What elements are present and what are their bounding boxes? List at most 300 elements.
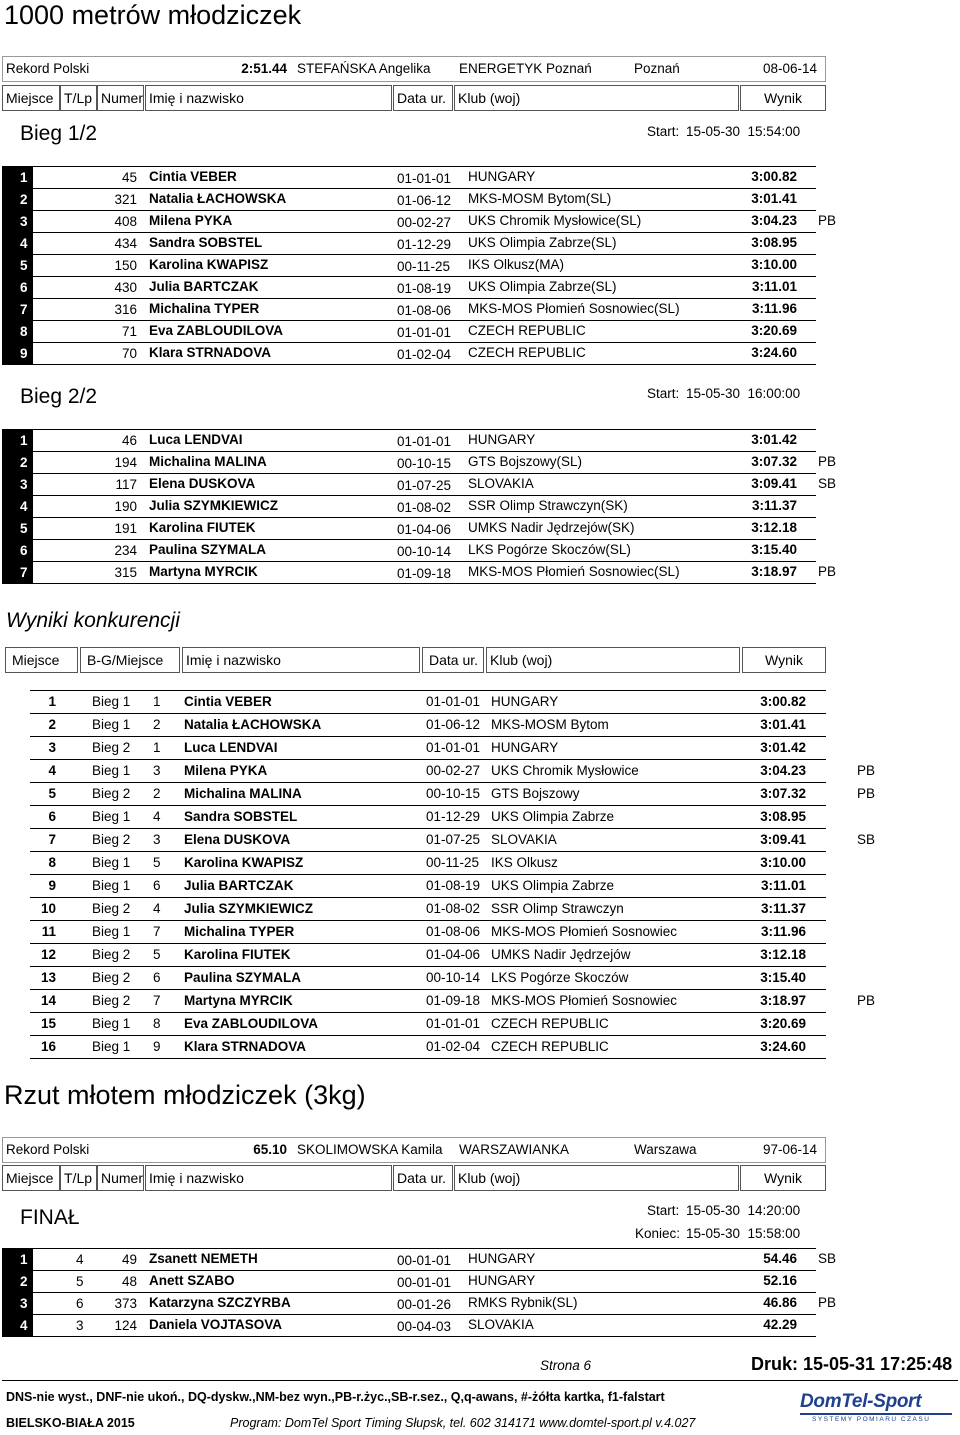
summary-result: 3:20.69 <box>760 1016 806 1031</box>
record-result: 65.10 <box>253 1142 287 1157</box>
header-name: Imię i nazwisko <box>145 85 392 111</box>
summary-row-divider <box>30 943 826 944</box>
row-divider <box>2 517 816 518</box>
summary-birth-date: 01-04-06 <box>426 947 481 962</box>
birth-date: 00-02-27 <box>397 215 452 230</box>
athlete-name: Sandra SOBSTEL <box>149 235 263 250</box>
summary-heat-place: 8 <box>153 1016 161 1031</box>
athlete-name: Klara STRNADOVA <box>149 345 272 360</box>
summary-heat-place: 1 <box>153 740 161 755</box>
bib-number: 408 <box>114 214 137 229</box>
bib-number: 434 <box>114 236 137 251</box>
place-number: 6 <box>20 543 28 558</box>
header-number: Numer <box>97 1165 144 1191</box>
lane-number: 3 <box>76 1318 84 1333</box>
summary-athlete-name: Julia BARTCZAK <box>184 878 294 893</box>
print-timestamp: Druk: 15-05-31 17:25:48 <box>751 1354 953 1374</box>
summary-row-divider <box>30 713 826 714</box>
club-name: SLOVAKIA <box>468 476 534 491</box>
place-number: 1 <box>20 433 28 448</box>
result-value: 3:11.37 <box>751 498 797 513</box>
athlete-name: Michalina TYPER <box>149 301 260 316</box>
lane-number: 4 <box>76 1252 84 1267</box>
summary-heat: Bieg 1 <box>92 809 131 824</box>
summary-row-divider <box>30 1058 826 1059</box>
final-end-time: 15-05-30 15:58:00 <box>686 1226 801 1241</box>
bib-number: 234 <box>114 543 137 558</box>
summary-club: UKS Chromik Mysłowice <box>491 763 639 778</box>
summary-result: 3:09.41 <box>760 832 806 847</box>
summary-result: 3:04.23 <box>760 763 806 778</box>
page-number: Strona 6 <box>540 1358 592 1373</box>
summary-athlete-name: Paulina SZYMALA <box>184 970 302 985</box>
summary-heat-place: 3 <box>153 763 161 778</box>
summary-row-divider <box>30 897 826 898</box>
result-value: 3:08.95 <box>751 235 797 250</box>
club-name: MKS-MOSM Bytom(SL) <box>468 191 612 206</box>
summary-club: LKS Pogórze Skoczów <box>491 970 629 985</box>
header-club: Klub (woj) <box>454 85 739 111</box>
summary-club: IKS Olkusz <box>491 855 558 870</box>
summary-heat: Bieg 2 <box>92 786 131 801</box>
legend: DNS-nie wyst., DNF-nie ukoń., DQ-dyskw.,NM-bez wyn.,PB-r.życ.,SB-r.sez., Q,q-awans, #-żółta kartka, f1-falstart <box>6 1390 665 1404</box>
bib-number: 373 <box>114 1296 137 1311</box>
birth-date: 01-09-18 <box>397 566 452 581</box>
summary-heat-place: 4 <box>153 809 161 824</box>
athlete-name: Katarzyna SZCZYRBA <box>149 1295 291 1310</box>
summary-header-name: Imię i nazwisko <box>182 647 420 673</box>
event-title: 1000 metrów młodziczek <box>4 0 302 30</box>
summary-heat: Bieg 1 <box>92 694 131 709</box>
row-divider <box>2 539 816 540</box>
athlete-name: Cintia VEBER <box>149 169 237 184</box>
summary-row-divider <box>30 828 826 829</box>
row-divider <box>2 1248 816 1249</box>
summary-result: 3:18.97 <box>760 993 806 1008</box>
birth-date: 00-10-14 <box>397 544 452 559</box>
summary-place: 16 <box>40 1039 56 1054</box>
club-name: MKS-MOS Płomień Sosnowiec(SL) <box>468 301 680 316</box>
result-value: 3:11.96 <box>751 301 797 316</box>
club-name: MKS-MOS Płomień Sosnowiec(SL) <box>468 564 680 579</box>
result-value: 3:24.60 <box>751 345 797 360</box>
logo-tagline: SYSTEMY POMIARU CZASU <box>812 1416 931 1423</box>
summary-birth-date: 01-01-01 <box>426 740 481 755</box>
summary-birth-date: 01-06-12 <box>426 717 481 732</box>
place-number: 4 <box>20 499 28 514</box>
summary-note: SB <box>857 832 876 847</box>
athlete-name: Zsanett NEMETH <box>149 1251 258 1266</box>
club-name: UKS Olimpia Zabrze(SL) <box>468 235 617 250</box>
bib-number: 150 <box>114 258 137 273</box>
record-city: Warszawa <box>634 1142 697 1157</box>
summary-club: CZECH REPUBLIC <box>491 1016 609 1031</box>
summary-heat-place: 7 <box>153 993 161 1008</box>
record-name: SKOLIMOWSKA Kamila <box>297 1142 443 1157</box>
bib-number: 190 <box>114 499 137 514</box>
summary-place: 15 <box>40 1016 56 1031</box>
record-date: 08-06-14 <box>763 61 818 76</box>
logo-underline <box>800 1413 952 1415</box>
birth-date: 00-01-01 <box>397 1275 452 1290</box>
bib-number: 70 <box>121 346 137 361</box>
summary-result: 3:11.37 <box>760 901 806 916</box>
summary-heat-place: 6 <box>153 970 161 985</box>
place-number: 3 <box>20 1296 28 1311</box>
summary-club: SSR Olimp Strawczyn <box>491 901 624 916</box>
summary-result: 3:12.18 <box>760 947 806 962</box>
result-value: 3:09.41 <box>751 476 797 491</box>
summary-birth-date: 00-10-15 <box>426 786 481 801</box>
summary-result: 3:00.82 <box>760 694 806 709</box>
summary-header-result: Wynik <box>742 647 826 673</box>
final-start-label: Start: <box>647 1203 680 1218</box>
athlete-name: Karolina FIUTEK <box>149 520 256 535</box>
heat-start-time: 15-05-30 15:54:00 <box>686 124 801 139</box>
row-divider <box>2 254 816 255</box>
place-number: 2 <box>20 192 28 207</box>
summary-place: 12 <box>40 947 56 962</box>
athlete-name: Daniela VOJTASOVA <box>149 1317 283 1332</box>
summary-result: 3:08.95 <box>760 809 806 824</box>
place-number: 7 <box>20 565 28 580</box>
summary-row-divider <box>30 966 826 967</box>
heat-start-time: 15-05-30 16:00:00 <box>686 386 801 401</box>
athlete-name: Karolina KWAPISZ <box>149 257 269 272</box>
birth-date: 00-11-25 <box>397 259 451 274</box>
place-number: 1 <box>20 1252 28 1267</box>
summary-note: PB <box>857 786 876 801</box>
row-divider <box>2 210 816 211</box>
summary-place: 8 <box>48 855 56 870</box>
club-name: IKS Olkusz(MA) <box>468 257 565 272</box>
row-divider <box>2 495 816 496</box>
header-place: Miejsce <box>2 85 60 111</box>
summary-row-divider <box>30 1012 826 1013</box>
row-divider <box>2 298 816 299</box>
summary-birth-date: 01-12-29 <box>426 809 481 824</box>
birth-date: 01-06-12 <box>397 193 452 208</box>
bib-number: 316 <box>114 302 137 317</box>
place-number: 6 <box>20 280 28 295</box>
summary-heat-place: 3 <box>153 832 161 847</box>
record-label: Rekord Polski <box>6 1142 90 1157</box>
row-divider <box>2 188 816 189</box>
summary-heat: Bieg 1 <box>92 717 131 732</box>
summary-place: 6 <box>48 809 56 824</box>
summary-athlete-name: Karolina KWAPISZ <box>184 855 304 870</box>
summary-heat-place: 4 <box>153 901 161 916</box>
summary-athlete-name: Julia SZYMKIEWICZ <box>184 901 314 916</box>
row-divider <box>2 561 816 562</box>
header-name: Imię i nazwisko <box>145 1165 392 1191</box>
bib-number: 194 <box>114 455 137 470</box>
athlete-name: Michalina MALINA <box>149 454 267 469</box>
summary-heat-place: 7 <box>153 924 161 939</box>
summary-club: GTS Bojszowy <box>491 786 580 801</box>
summary-place: 14 <box>40 993 56 1008</box>
summary-result: 3:01.42 <box>760 740 806 755</box>
summary-club: MKS-MOS Płomień Sosnowiec <box>491 993 678 1008</box>
summary-athlete-name: Klara STRNADOVA <box>184 1039 307 1054</box>
summary-place: 11 <box>41 924 56 939</box>
summary-heat-place: 1 <box>153 694 161 709</box>
result-value: 3:12.18 <box>751 520 797 535</box>
birth-date: 01-08-06 <box>397 303 452 318</box>
summary-place: 1 <box>48 694 56 709</box>
result-value: 3:10.00 <box>751 257 797 272</box>
place-number: 1 <box>20 170 28 185</box>
place-number: 8 <box>20 324 28 339</box>
result-value: 3:07.32 <box>751 454 797 469</box>
bib-number: 45 <box>121 170 137 185</box>
summary-athlete-name: Natalia ŁACHOWSKA <box>184 717 322 732</box>
final-end-label: Koniec: <box>635 1226 681 1241</box>
summary-athlete-name: Sandra SOBSTEL <box>184 809 298 824</box>
lane-number: 6 <box>76 1296 84 1311</box>
summary-result: 3:10.00 <box>760 855 806 870</box>
summary-place: 2 <box>48 717 56 732</box>
result-value: 3:18.97 <box>751 564 797 579</box>
row-divider <box>2 1336 816 1337</box>
summary-place: 9 <box>48 878 56 893</box>
summary-club: HUNGARY <box>491 694 559 709</box>
bib-number: 48 <box>121 1274 137 1289</box>
summary-result: 3:01.41 <box>760 717 806 732</box>
birth-date: 00-10-15 <box>397 456 452 471</box>
record-note: PB <box>818 1295 837 1310</box>
summary-heat: Bieg 2 <box>92 947 131 962</box>
club-name: RMKS Rybnik(SL) <box>468 1295 578 1310</box>
record-club: WARSZAWIANKA <box>459 1142 570 1157</box>
summary-athlete-name: Michalina MALINA <box>184 786 302 801</box>
athlete-name: Eva ZABLOUDILOVA <box>149 323 284 338</box>
result-value: 3:04.23 <box>751 213 797 228</box>
athlete-name: Natalia ŁACHOWSKA <box>149 191 287 206</box>
record-note: PB <box>818 564 837 579</box>
summary-heat-place: 5 <box>153 947 161 962</box>
summary-place: 13 <box>40 970 56 985</box>
summary-row-divider <box>30 989 826 990</box>
athlete-name: Anett SZABO <box>149 1273 235 1288</box>
birth-date: 00-04-03 <box>397 1319 452 1334</box>
summary-row-divider <box>30 920 826 921</box>
summary-athlete-name: Milena PYKA <box>184 763 268 778</box>
bib-number: 49 <box>121 1252 137 1267</box>
birth-date: 01-08-19 <box>397 281 452 296</box>
place-number: 4 <box>20 1318 28 1333</box>
row-divider <box>2 451 816 452</box>
summary-heat: Bieg 2 <box>92 901 131 916</box>
row-divider <box>2 232 816 233</box>
summary-place: 7 <box>48 832 56 847</box>
record-note: SB <box>818 476 837 491</box>
summary-note: PB <box>857 763 876 778</box>
summary-heat: Bieg 2 <box>92 832 131 847</box>
record-note: PB <box>818 454 837 469</box>
club-name: UMKS Nadir Jędrzejów(SK) <box>468 520 635 535</box>
bib-number: 191 <box>114 521 137 536</box>
row-divider <box>2 166 816 167</box>
summary-club: MKS-MOS Płomień Sosnowiec <box>491 924 678 939</box>
result-value: 46.86 <box>763 1295 797 1310</box>
summary-row-divider <box>30 874 826 875</box>
birth-date: 00-01-01 <box>397 1253 452 1268</box>
summary-row-divider <box>30 690 826 691</box>
header-dob: Data ur. <box>393 1165 453 1191</box>
result-value: 3:11.01 <box>751 279 797 294</box>
place-number: 2 <box>20 455 28 470</box>
athlete-name: Milena PYKA <box>149 213 233 228</box>
summary-header-dob: Data ur. <box>422 647 484 673</box>
place-number: 5 <box>20 521 28 536</box>
summary-club: HUNGARY <box>491 740 559 755</box>
summary-row-divider <box>30 782 826 783</box>
header-lane: T/Lp <box>60 1165 97 1191</box>
summary-athlete-name: Luca LENDVAI <box>184 740 278 755</box>
header-place: Miejsce <box>2 1165 60 1191</box>
birth-date: 01-08-02 <box>397 500 452 515</box>
place-number: 3 <box>20 477 28 492</box>
row-divider <box>2 1314 816 1315</box>
birth-date: 00-01-26 <box>397 1297 452 1312</box>
summary-club: MKS-MOSM Bytom <box>491 717 609 732</box>
club-name: HUNGARY <box>468 1273 536 1288</box>
club-name: GTS Bojszowy(SL) <box>468 454 583 469</box>
summary-result: 3:11.96 <box>760 924 806 939</box>
final-title: FINAŁ <box>20 1206 80 1229</box>
event-title: Rzut młotem młodziczek (3kg) <box>4 1080 366 1110</box>
summary-row-divider <box>30 1035 826 1036</box>
final-start-time: 15-05-30 14:20:00 <box>686 1203 801 1218</box>
footer-divider <box>2 1380 958 1381</box>
summary-athlete-name: Cintia VEBER <box>184 694 272 709</box>
row-divider <box>2 364 816 365</box>
summary-place: 3 <box>48 740 56 755</box>
bib-number: 117 <box>115 477 137 492</box>
logo-wordmark: DomTel-Sport <box>800 1391 922 1412</box>
summary-heat: Bieg 2 <box>92 740 131 755</box>
athlete-name: Luca LENDVAI <box>149 432 243 447</box>
athlete-name: Julia BARTCZAK <box>149 279 259 294</box>
summary-result: 3:07.32 <box>760 786 806 801</box>
birth-date: 01-01-01 <box>397 325 452 340</box>
summary-birth-date: 01-01-01 <box>426 694 481 709</box>
club-name: UKS Olimpia Zabrze(SL) <box>468 279 617 294</box>
summary-athlete-name: Martyna MYRCIK <box>184 993 293 1008</box>
header-result: Wynik <box>740 85 826 111</box>
result-value: 3:01.42 <box>751 432 797 447</box>
place-number: 2 <box>20 1274 28 1289</box>
birth-date: 01-01-01 <box>397 171 452 186</box>
summary-birth-date: 01-08-06 <box>426 924 481 939</box>
summary-title: Wyniki konkurencji <box>6 609 180 632</box>
row-divider <box>2 1292 816 1293</box>
summary-note: PB <box>857 993 876 1008</box>
header-dob: Data ur. <box>393 85 453 111</box>
summary-birth-date: 01-07-25 <box>426 832 481 847</box>
summary-heat: Bieg 1 <box>92 1016 131 1031</box>
bib-number: 71 <box>121 324 137 339</box>
summary-athlete-name: Michalina TYPER <box>184 924 295 939</box>
bib-number: 430 <box>114 280 137 295</box>
row-divider <box>2 473 816 474</box>
summary-club: UMKS Nadir Jędrzejów <box>491 947 631 962</box>
summary-heat: Bieg 2 <box>92 970 131 985</box>
birth-date: 01-12-29 <box>397 237 452 252</box>
summary-header-place: Miejsce <box>5 647 78 673</box>
summary-heat: Bieg 2 <box>92 993 131 1008</box>
result-value: 42.29 <box>763 1317 797 1332</box>
club-name: SLOVAKIA <box>468 1317 534 1332</box>
summary-birth-date: 01-02-04 <box>426 1039 481 1054</box>
club-name: UKS Chromik Mysłowice(SL) <box>468 213 642 228</box>
summary-club: SLOVAKIA <box>491 832 557 847</box>
summary-athlete-name: Karolina FIUTEK <box>184 947 291 962</box>
birth-date: 01-02-04 <box>397 347 452 362</box>
row-divider <box>2 342 816 343</box>
summary-birth-date: 01-08-02 <box>426 901 481 916</box>
club-name: CZECH REPUBLIC <box>468 323 586 338</box>
club-name: HUNGARY <box>468 432 536 447</box>
result-value: 3:00.82 <box>751 169 797 184</box>
header-result: Wynik <box>740 1165 826 1191</box>
heat-title: Bieg 2/2 <box>20 385 98 408</box>
birth-date: 01-04-06 <box>397 522 452 537</box>
club-name: HUNGARY <box>468 169 536 184</box>
athlete-name: Julia SZYMKIEWICZ <box>149 498 279 513</box>
record-note: PB <box>818 213 837 228</box>
summary-heat: Bieg 1 <box>92 763 131 778</box>
result-value: 3:01.41 <box>751 191 797 206</box>
summary-place: 5 <box>48 786 56 801</box>
header-number: Numer <box>97 85 144 111</box>
heat-start-label: Start: <box>647 386 680 401</box>
program-info: Program: DomTel Sport Timing Słupsk, tel. 602 314171 www.domtel-sport.pl v.4.027 <box>230 1416 696 1430</box>
bib-number: 46 <box>121 433 137 448</box>
record-note: SB <box>818 1251 837 1266</box>
summary-row-divider <box>30 851 826 852</box>
athlete-name: Elena DUSKOVA <box>149 476 256 491</box>
record-label: Rekord Polski <box>6 61 90 76</box>
summary-heat: Bieg 1 <box>92 1039 131 1054</box>
club-name: SSR Olimp Strawczyn(SK) <box>468 498 628 513</box>
place-number: 3 <box>20 214 28 229</box>
row-divider <box>2 429 816 430</box>
summary-row-divider <box>30 736 826 737</box>
birth-date: 01-07-25 <box>397 478 452 493</box>
heat-start-label: Start: <box>647 124 680 139</box>
bib-number: 321 <box>114 192 137 207</box>
record-club: ENERGETYK Poznań <box>459 61 592 76</box>
place-number: 7 <box>20 302 28 317</box>
lane-number: 5 <box>76 1274 84 1289</box>
row-divider <box>2 276 816 277</box>
place-number: 9 <box>20 346 28 361</box>
summary-athlete-name: Elena DUSKOVA <box>184 832 291 847</box>
record-result: 2:51.44 <box>241 61 287 76</box>
athlete-name: Martyna MYRCIK <box>149 564 258 579</box>
result-value: 3:15.40 <box>751 542 797 557</box>
summary-place: 4 <box>48 763 56 778</box>
row-divider <box>2 1270 816 1271</box>
heat-title: Bieg 1/2 <box>20 122 98 145</box>
summary-birth-date: 01-09-18 <box>426 993 481 1008</box>
club-name: CZECH REPUBLIC <box>468 345 586 360</box>
row-divider <box>2 320 816 321</box>
birth-date: 01-01-01 <box>397 434 452 449</box>
summary-club: UKS Olimpia Zabrze <box>491 878 615 893</box>
